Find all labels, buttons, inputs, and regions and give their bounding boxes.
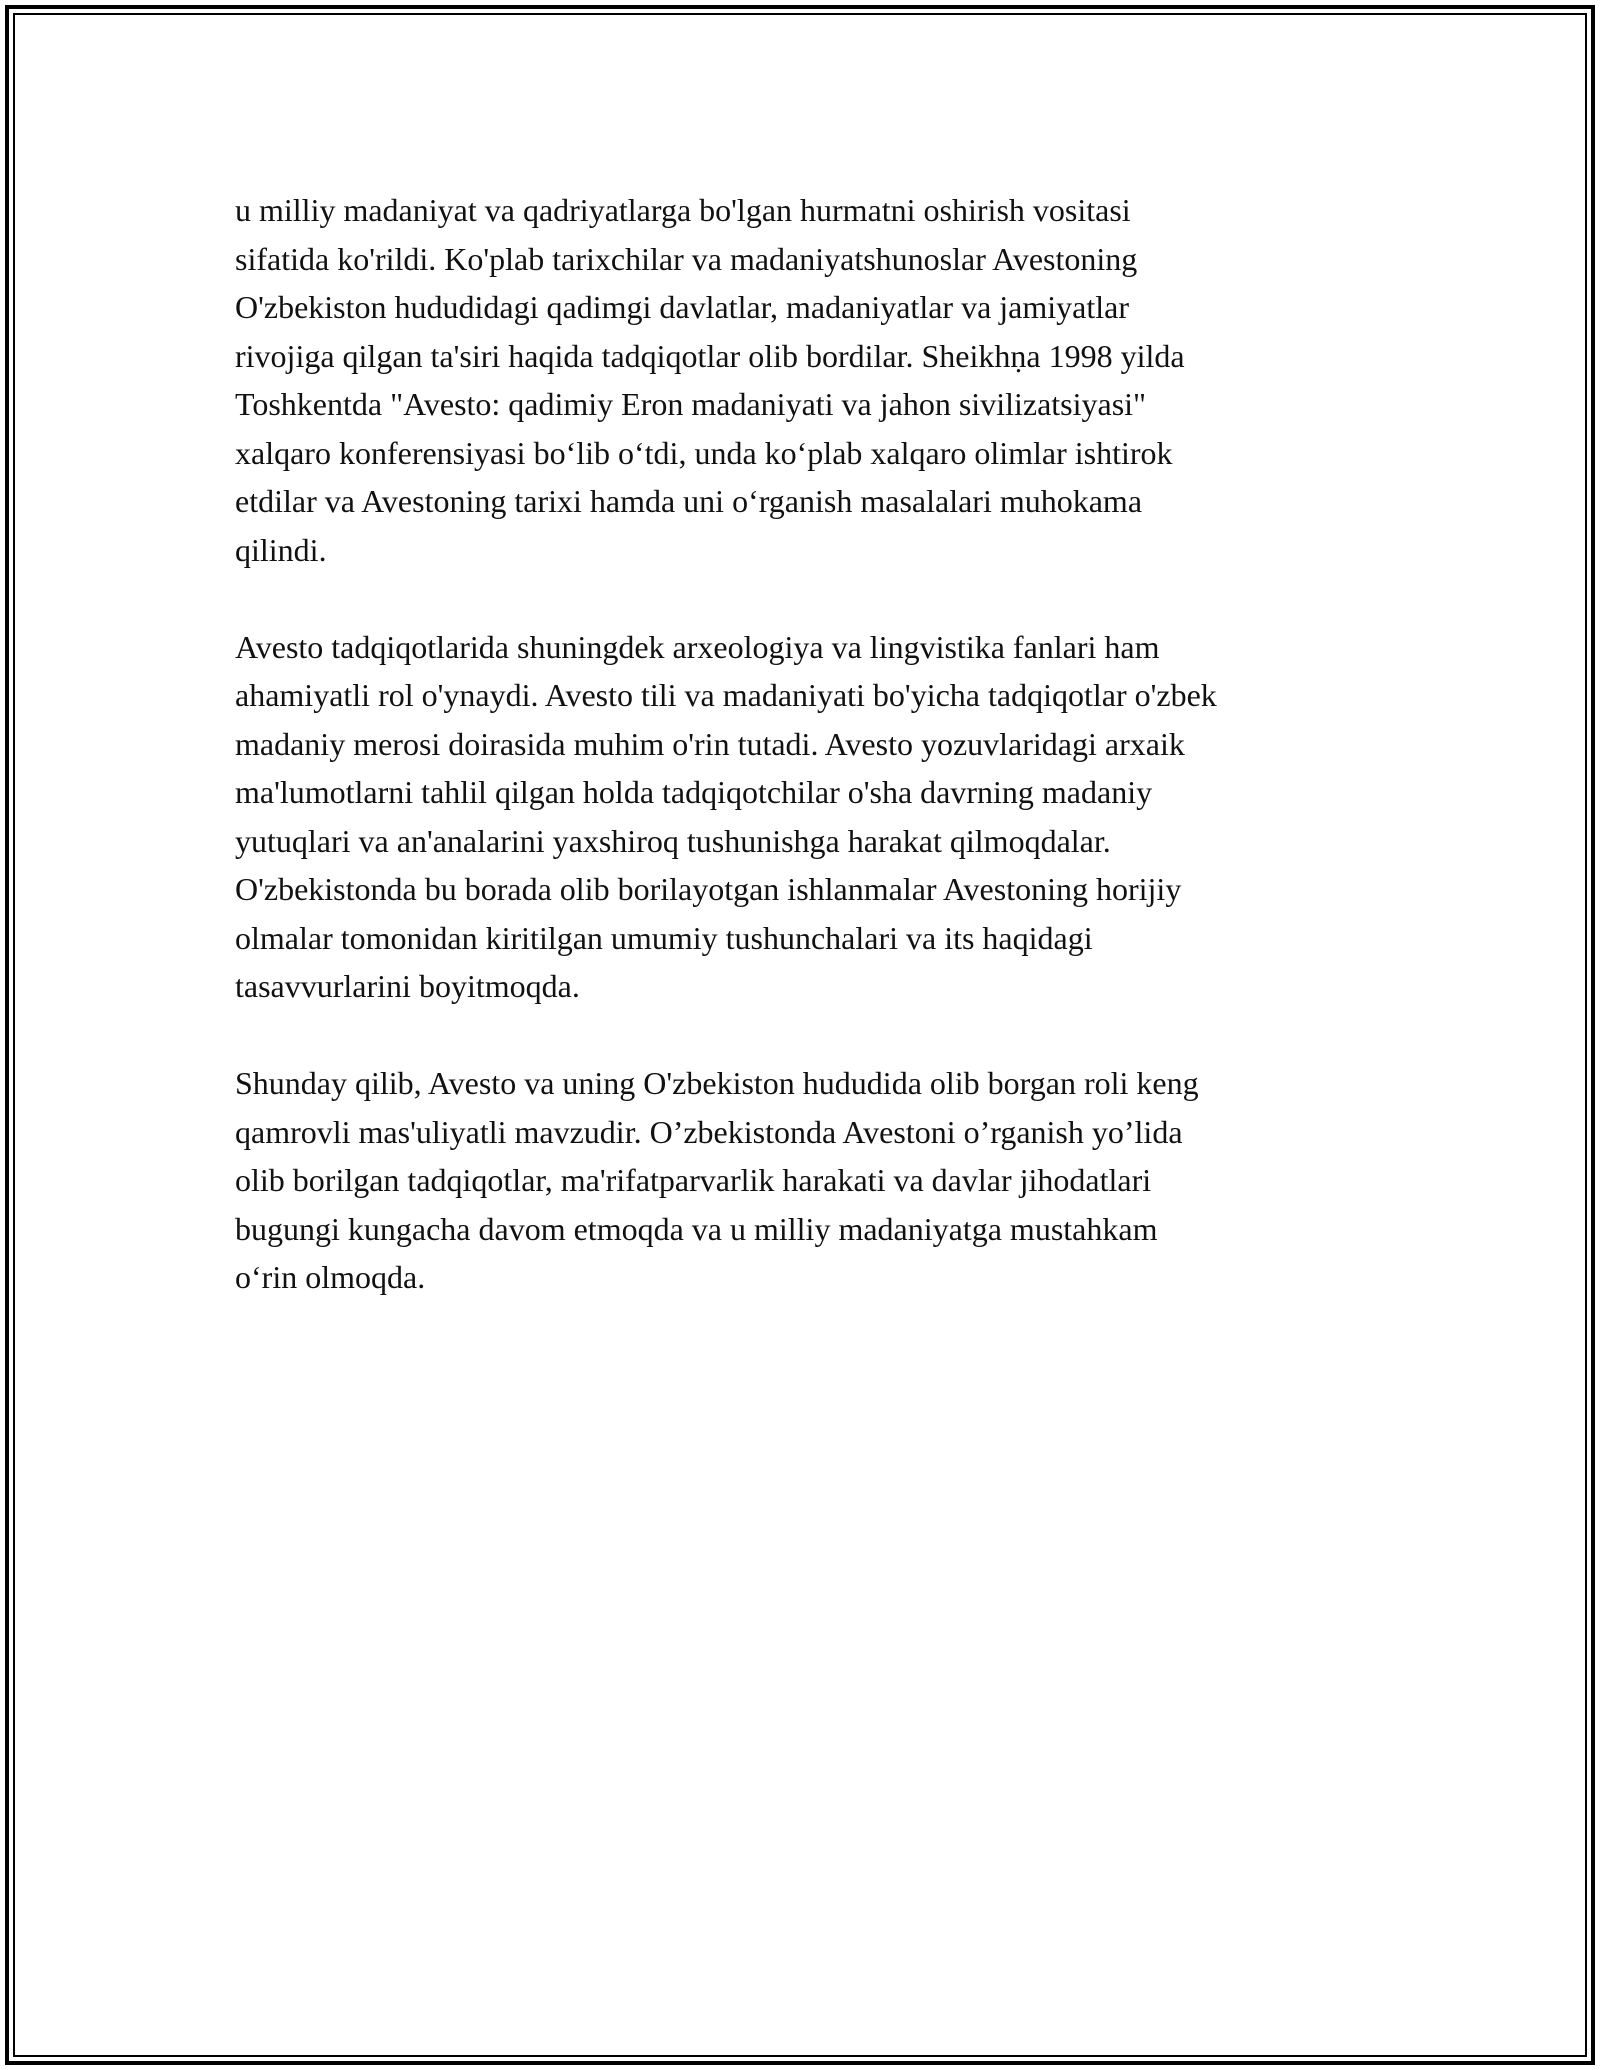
paragraph-3: Shunday qilib, Avesto va uning O'zbekiston hududida olib borgan roli keng qamrovli mas'uliyatli mavzudir. O’zbekistonda Avestoni o’rganish yo’lida olib borilgan tadqiqotlar, ma'rifatparvarlik harakati va davlar jihodatlari bugungi kungacha davom etmoqda va u milliy madaniyatga mustahkam o‘rin olmoqda. [235,1065,1199,1295]
paragraph-2: Avesto tadqiqotlarida shuningdek arxeologiya va lingvistika fanlari ham ahamiyatli rol o'ynaydi. Avesto tili va madaniyati bo'yicha tadqiqotlar o'zbek madaniy merosi doirasida muhim o'rin tutadi. Avesto yozuvlaridagi arxaik ma'lumotlarni tahlil qilgan holda tadqiqotchilar o'sha davrning madaniy yutuqlari va an'analarini yaxshiroq tushunishga harakat qilmoqdalar. O'zbekistonda bu borada olib borilayotgan ishlanmalar Avestoning horijiy olmalar tomonidan kiritilgan umumiy tushunchalari va its haqidagi tasavvurlarini boyitmoqda. [235,628,1217,1004]
document-body [235,186,1385,1350]
paragraph-1: u milliy madaniyat va qadriyatlarga bo'lgan hurmatni oshirish vositasi sifatida ko'rildi. Ko'plab tarixchilar va madaniyatshunoslar Avestoning O'zbekiston hududidagi qadimgi davlatlar, madaniyatlar va jamiyatlar rivojiga qilgan ta'siri haqida tadqiqotlar olib bordilar. Sheikhṇa 1998 yilda Toshkentda "Avesto: qadimiy Eron madaniyati va jahon sivilizatsiyasi" xalqaro konferensiyasi bo‘lib o‘tdi, unda ko‘plab xalqaro olimlar ishtirok etdilar va Avestoning tarixi hamda uni o‘rganish masalalari muhokama qilindi. [235,192,1185,568]
